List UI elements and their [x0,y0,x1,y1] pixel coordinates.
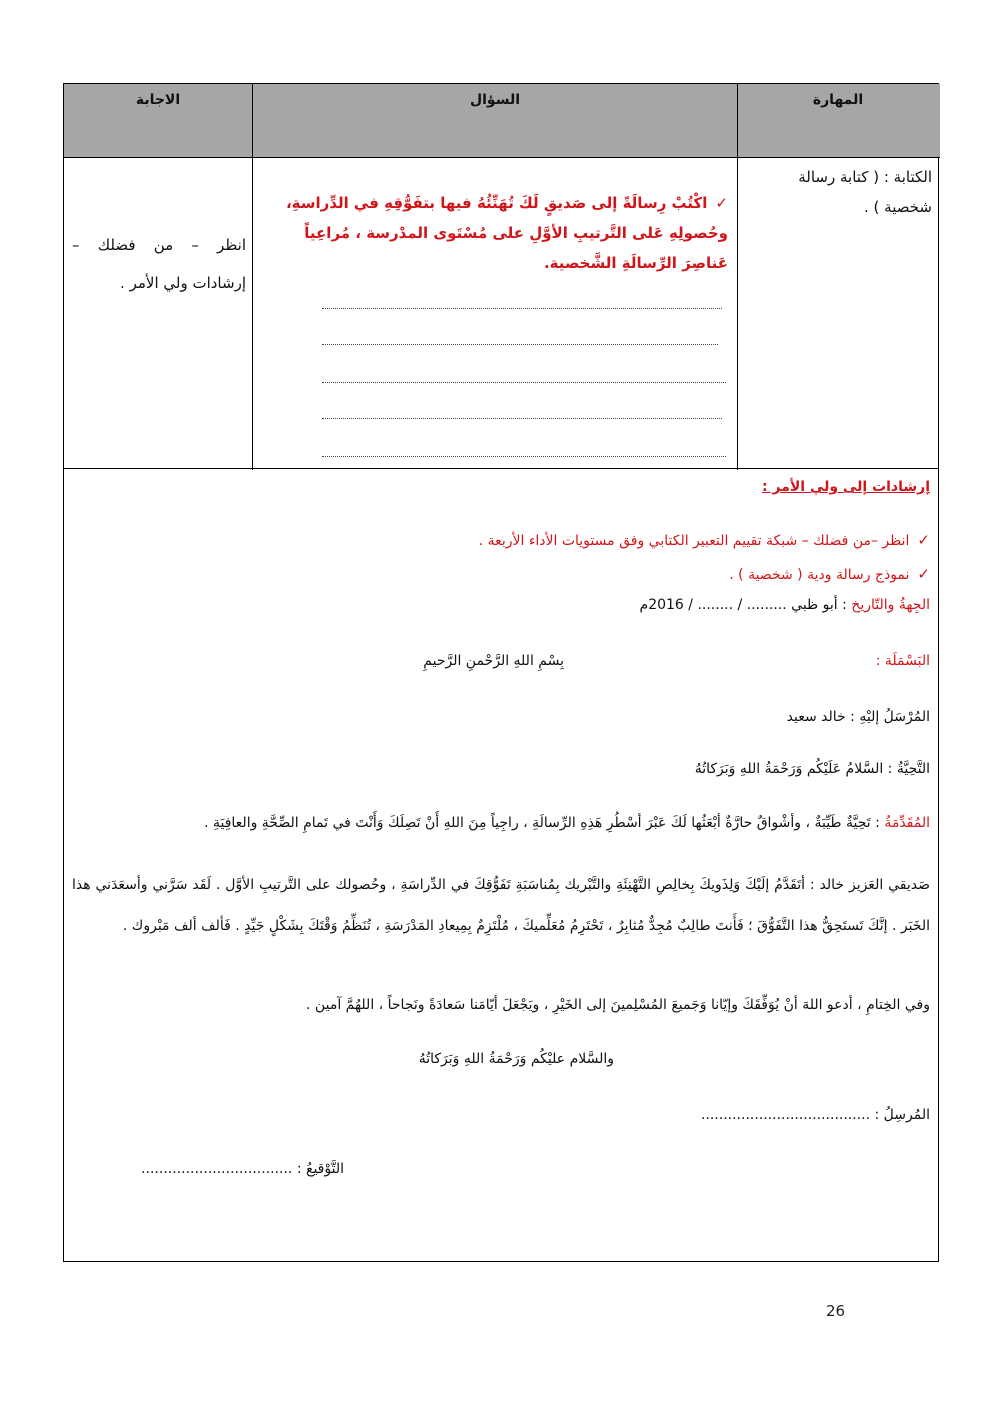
checkmark-icon: ✓ [715,194,728,212]
guidance-bullet: ✓انظر –من فضلك – شبكة تقييم التعبير الكتابي وفق مستويات الأداء الأربعة . [478,531,930,549]
date-line [144,597,930,613]
basmala-value: بِسْمِ اللهِ الرَّحْمنِ الرَّحيمِ [423,653,564,669]
recipient-value: : خالد سعيد [786,709,855,725]
intro-text: : تَحِيَّةٌ طَيِّبَةٌ ، وأشْواقٌ حارَّةٌ أبْعَثُها لَكَ عَبْرَ أسْطُرِ هَذِهِ الرِّسالَةِ ، راجِياً مِنَ اللهِ أَنْ تَصِلَكَ وَأَنْتَ في تَمامِ الصِّحَّةِ والعافِيَةِ . [204,815,880,831]
header-skill: المهارة [812,92,864,108]
sender-dots[interactable]: ...................................... [700,1107,871,1123]
signature-line [124,1161,344,1177]
closing-paragraph: وفي الخِتامِ ، أدعو اللهَ أنْ يُوَفِّقَكَ وإيّانا وَجَميعَ المُسْلِمينَ إلى الخَيْرِ ، ويَجْعَلَ أيّامَنا سَعادَةً ونَجاحاً ، اللهُمَّ آمين . [306,997,930,1013]
recipient-label: المُرْسَلُ إليْهِ [859,709,930,725]
header-question: السؤال [469,92,521,108]
parent-guidance-section [63,468,939,1262]
intro-label: المُقَدِّمَةُ [884,815,930,831]
guidance-title: إرشادات إلى ولي الأمر : [762,479,930,495]
signature-dots[interactable]: .................................. [141,1161,293,1177]
column-divider [252,84,253,470]
greeting-label: التَّحِيَّةُ [896,761,930,777]
page-number: 26 [826,1302,846,1320]
signature-label: التَّوْقيعُ : [296,1161,344,1177]
header-answer: الاجابة [135,92,181,108]
intro-paragraph [104,815,930,831]
salutation: والسَّلام عليْكُم وَرَحْمَةُ اللهِ وَبَرَكاتُهُ [418,1051,614,1067]
answer-line[interactable] [322,456,726,457]
checkmark-icon: ✓ [917,531,930,549]
body-paragraph: صَديقي العَزيز خالد : أتَقَدَّمُ إلَيْكَ وَلِذَويكَ بِخالِصِ التَّهْنِئَةِ والتَّبْريك بِمُناسَبَةِ تَفَوُّقِكَ في الدِّراسَةِ ، وحُصولك على التَّرتيبِ الأوَّل . لَقَد سَرَّني وأسعَدَني هذا الخَبَر . إنَّكَ تَستَحِقُّ هذا التَّفَوُّقَ ؛ فَأَنتَ طالِبٌ مُجِدٌّ مُثابِرٌ ، تَحْتَرِمُ مُعَلِّميكَ ، مُلْتَزِمٌ بِمِيعادِ المَدْرَسَةِ ، تُنَظِّمُ وَقْتَكَ بِشَكْلٍ جَيِّدٍ . فَألف ألف مَبْروك . [72,877,930,934]
greeting-line [464,761,930,777]
sender-label: المُرسِلُ : [874,1107,930,1123]
skill-question-table [63,83,939,469]
skill-text: الكتابة : ( كتابة رسالة شخصية ) . [798,168,932,216]
answer-line[interactable] [322,382,726,383]
recipient-line [464,709,930,725]
checkmark-icon: ✓ [917,565,930,583]
answer-line[interactable] [322,308,722,309]
question-item [268,188,728,278]
date-value: : أبو ظبي ......... / ........ / 2016م [639,597,847,613]
greeting-value: : السَّلامُ عَلَيْكُم وَرَحْمَةُ اللهِ وَبَرَكاتُهُ [694,761,893,777]
basmala-label: البَسْمَلَة : [875,653,930,669]
question-text: اكْتُبْ رِسالَةً إلى صَديقٍ لَكَ تُهَنِّئُهُ فيها بتفَوُّقِهِ في الدِّراسةِ، وحُصولِهِ عَلى التَّرتيبِ الأوَّلِ على مُسْتَوى المدْرسة ، مُراعِياً عَناصِرَ الرِّسالَةِ الشَّخصية. [285,194,728,272]
column-divider [737,84,738,470]
date-label: الجِهةُ والتّاريخ [851,597,930,613]
answer-line[interactable] [322,344,718,345]
answer-line[interactable] [322,418,722,419]
guidance-bullet: ✓نموذج رسالة ودية ( شخصية ) . [729,565,930,583]
sender-line [664,1107,930,1123]
answer-text: انظر – من فضلك – إرشادات ولي الأمر . [72,236,246,292]
